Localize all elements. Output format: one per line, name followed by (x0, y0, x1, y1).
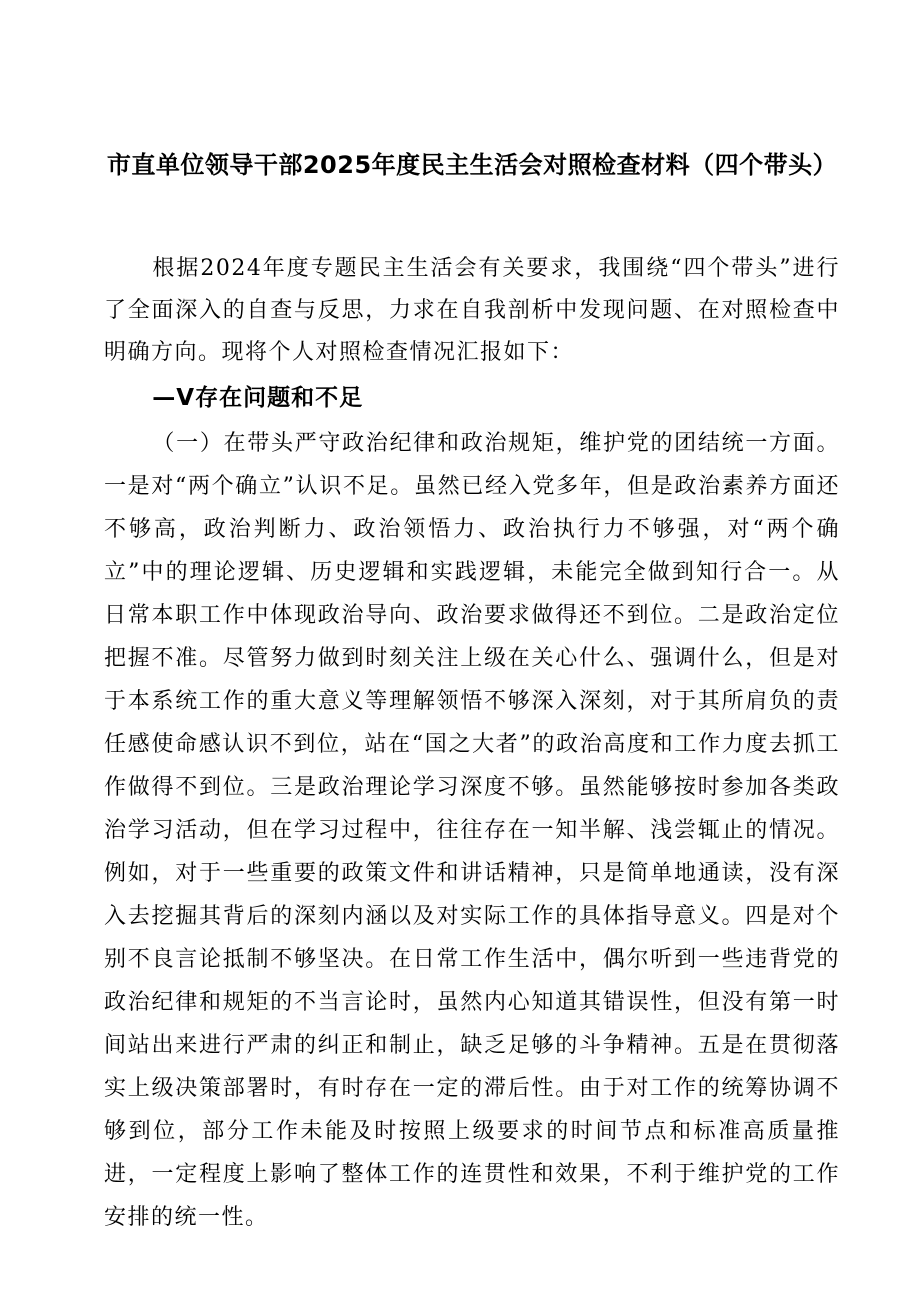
body-paragraph: （一）在带头严守政治纪律和政治规矩，维护党的团结统一方面。一是对“两个确立”认识不足。虽然已经入党多年，但是政治素养方面还不够高，政治判断力、政治领悟力、政治执行力不够强，对“两个确立”中的理论逻辑、历史逻辑和实践逻辑，未能完全做到知行合一。从日常本职工作中体现政治导向、政治要求做得还不到位。二是政治定位把握不准。尽管努力做到时刻关注上级在关心什么、强调什么，但是对于本系统工作的重大意义等理解领悟不够深入深刻，对于其所肩负的责任感使命感认识不到位，站在“国之大者”的政治高度和工作力度去抓工作做得不到位。三是政治理论学习深度不够。虽然能够按时参加各类政治学习活动，但在学习过程中，往往存在一知半解、浅尝辄止的情况。例如，对于一些重要的政策文件和讲话精神，只是简单地通读，没有深入去挖掘其背后的深刻内涵以及对实际工作的具体指导意义。四是对个别不良言论抵制不够坚决。在日常工作生活中，偶尔听到一些违背党的政治纪律和规矩的不当言论时，虽然内心知道其错误性，但没有第一时间站出来进行严肃的纠正和制止，缺乏足够的斗争精神。五是在贯彻落实上级决策部署时，有时存在一定的滞后性。由于对工作的统筹协调不够到位，部分工作未能及时按照上级要求的时间节点和标准高质量推进，一定程度上影响了整体工作的连贯性和效果，不利于维护党的工作安排的统一性。 (104, 431, 840, 1230)
intro-paragraph: 根据2024年度专题民主生活会有关要求，我围绕“四个带头”进行了全面深入的自查与反思，力求在自我剖析中发现问题、在对照检查中明确方向。现将个人对照检查情况汇报如下： (104, 256, 840, 365)
document-title: 市直单位领导干部2025年度民主生活会对照检查材料（四个带头） (106, 151, 838, 179)
section-heading: —V存在问题和不足 (152, 385, 364, 411)
